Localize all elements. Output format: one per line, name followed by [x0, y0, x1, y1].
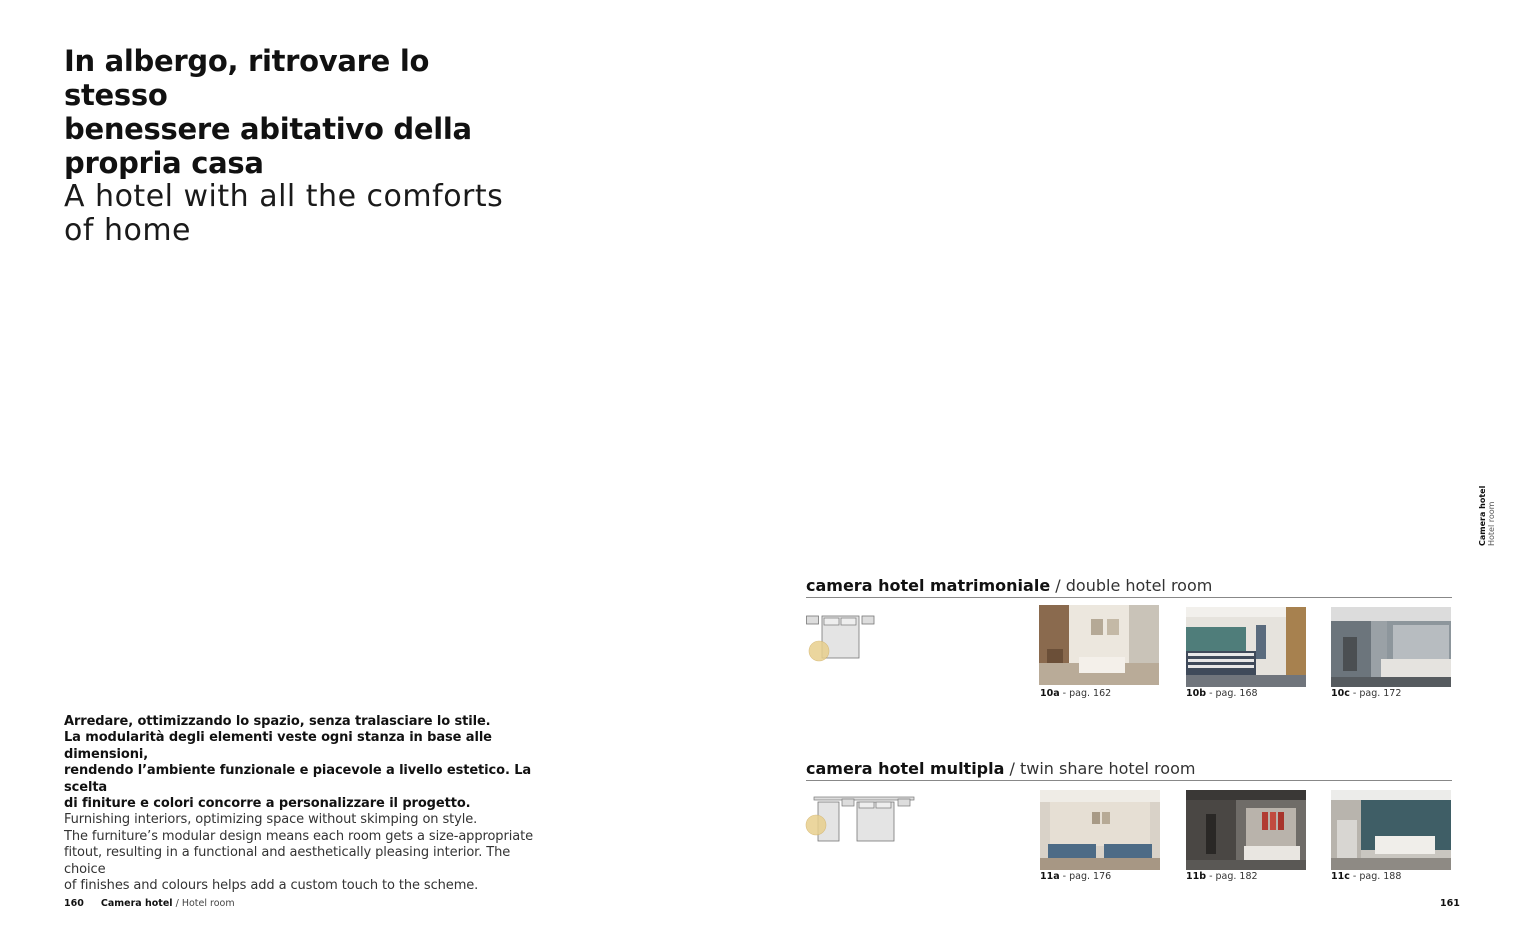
headline-it-line: In albergo, ritrovare lo stesso — [64, 44, 430, 112]
body-en-line: fitout, resulting in a functional and aesthetically pleasing interior. The choice — [64, 845, 511, 877]
section-title-en: twin share hotel room — [1020, 759, 1196, 778]
room-code: 10a — [1040, 688, 1060, 699]
section-title-double — [806, 576, 1452, 598]
room-thumbnail-10a[interactable] — [1039, 605, 1159, 685]
headline-en-line: A hotel with all the comforts — [64, 179, 504, 214]
section-title-separator: / — [1055, 576, 1061, 595]
page-number-right: 161 — [1440, 898, 1460, 909]
room-caption — [1040, 688, 1111, 699]
page-headline — [64, 44, 534, 248]
room-caption — [1186, 871, 1258, 882]
room-thumbnail-11c[interactable] — [1331, 790, 1451, 870]
section-title-en: double hotel room — [1065, 576, 1213, 595]
section-title-it: camera hotel multipla — [806, 759, 1005, 778]
headline-it-line: propria casa — [64, 146, 264, 180]
room-page-ref: - pag. 188 — [1352, 871, 1402, 882]
room-page-ref: - pag. 176 — [1062, 871, 1112, 882]
room-code: 10b — [1186, 688, 1207, 699]
body-it-line: di finiture e colori concorre a personalizzare il progetto. — [64, 796, 471, 812]
body-it-line: La modularità degli elementi veste ogni stanza in base alle dimensioni, — [64, 730, 492, 762]
body-it-line: Arredare, ottimizzando lo spazio, senza tralasciare lo stile. — [64, 714, 491, 729]
side-label-it: Camera hotel — [1478, 485, 1487, 546]
floor-plan-twin-icon — [804, 794, 916, 844]
body-en-line: Furnishing interiors, optimizing space without skimping on style. — [64, 812, 478, 828]
room-page-ref: - pag. 168 — [1209, 688, 1258, 699]
footer-left — [64, 898, 235, 909]
headline-en-line: of home — [64, 213, 192, 248]
room-thumbnail-10b[interactable] — [1186, 607, 1306, 687]
room-page-ref: - pag. 172 — [1352, 688, 1402, 699]
headline-it-line: benessere abitativo della — [64, 112, 472, 146]
body-en-line: of finishes and colours helps add a custom touch to the scheme. — [64, 878, 479, 894]
body-it-line: rendendo l’ambiente funzionale e piacevole a livello estetico. La scelta — [64, 763, 532, 795]
footer-section: Camera hotel — [100, 898, 173, 909]
room-thumbnail-11b[interactable] — [1186, 790, 1306, 870]
room-page-ref: - pag. 182 — [1209, 871, 1258, 882]
room-caption — [1331, 871, 1401, 882]
section-title-it: camera hotel matrimoniale — [806, 576, 1051, 595]
room-code: 11a — [1040, 871, 1060, 882]
body-copy — [64, 714, 534, 894]
room-code: 11c — [1331, 871, 1350, 882]
side-label-en: Hotel room — [1487, 501, 1496, 546]
room-caption — [1186, 688, 1258, 699]
section-title-twin — [806, 759, 1452, 781]
section-title-separator: / — [1009, 759, 1015, 778]
room-code: 11b — [1186, 871, 1207, 882]
room-caption — [1331, 688, 1401, 699]
room-code: 10c — [1331, 688, 1350, 699]
floor-plan-double-icon — [806, 612, 886, 664]
page-number-left: 160 — [64, 898, 84, 909]
body-en-line: The furniture’s modular design means each room gets a size-appropriate — [64, 828, 533, 844]
side-section-label — [1478, 485, 1517, 546]
footer-section-en: Hotel room — [181, 898, 235, 909]
room-caption — [1040, 871, 1111, 882]
footer-separator: / — [175, 898, 179, 909]
room-thumbnail-10c[interactable] — [1331, 607, 1451, 687]
room-page-ref: - pag. 162 — [1062, 688, 1112, 699]
room-thumbnail-11a[interactable] — [1040, 790, 1160, 870]
